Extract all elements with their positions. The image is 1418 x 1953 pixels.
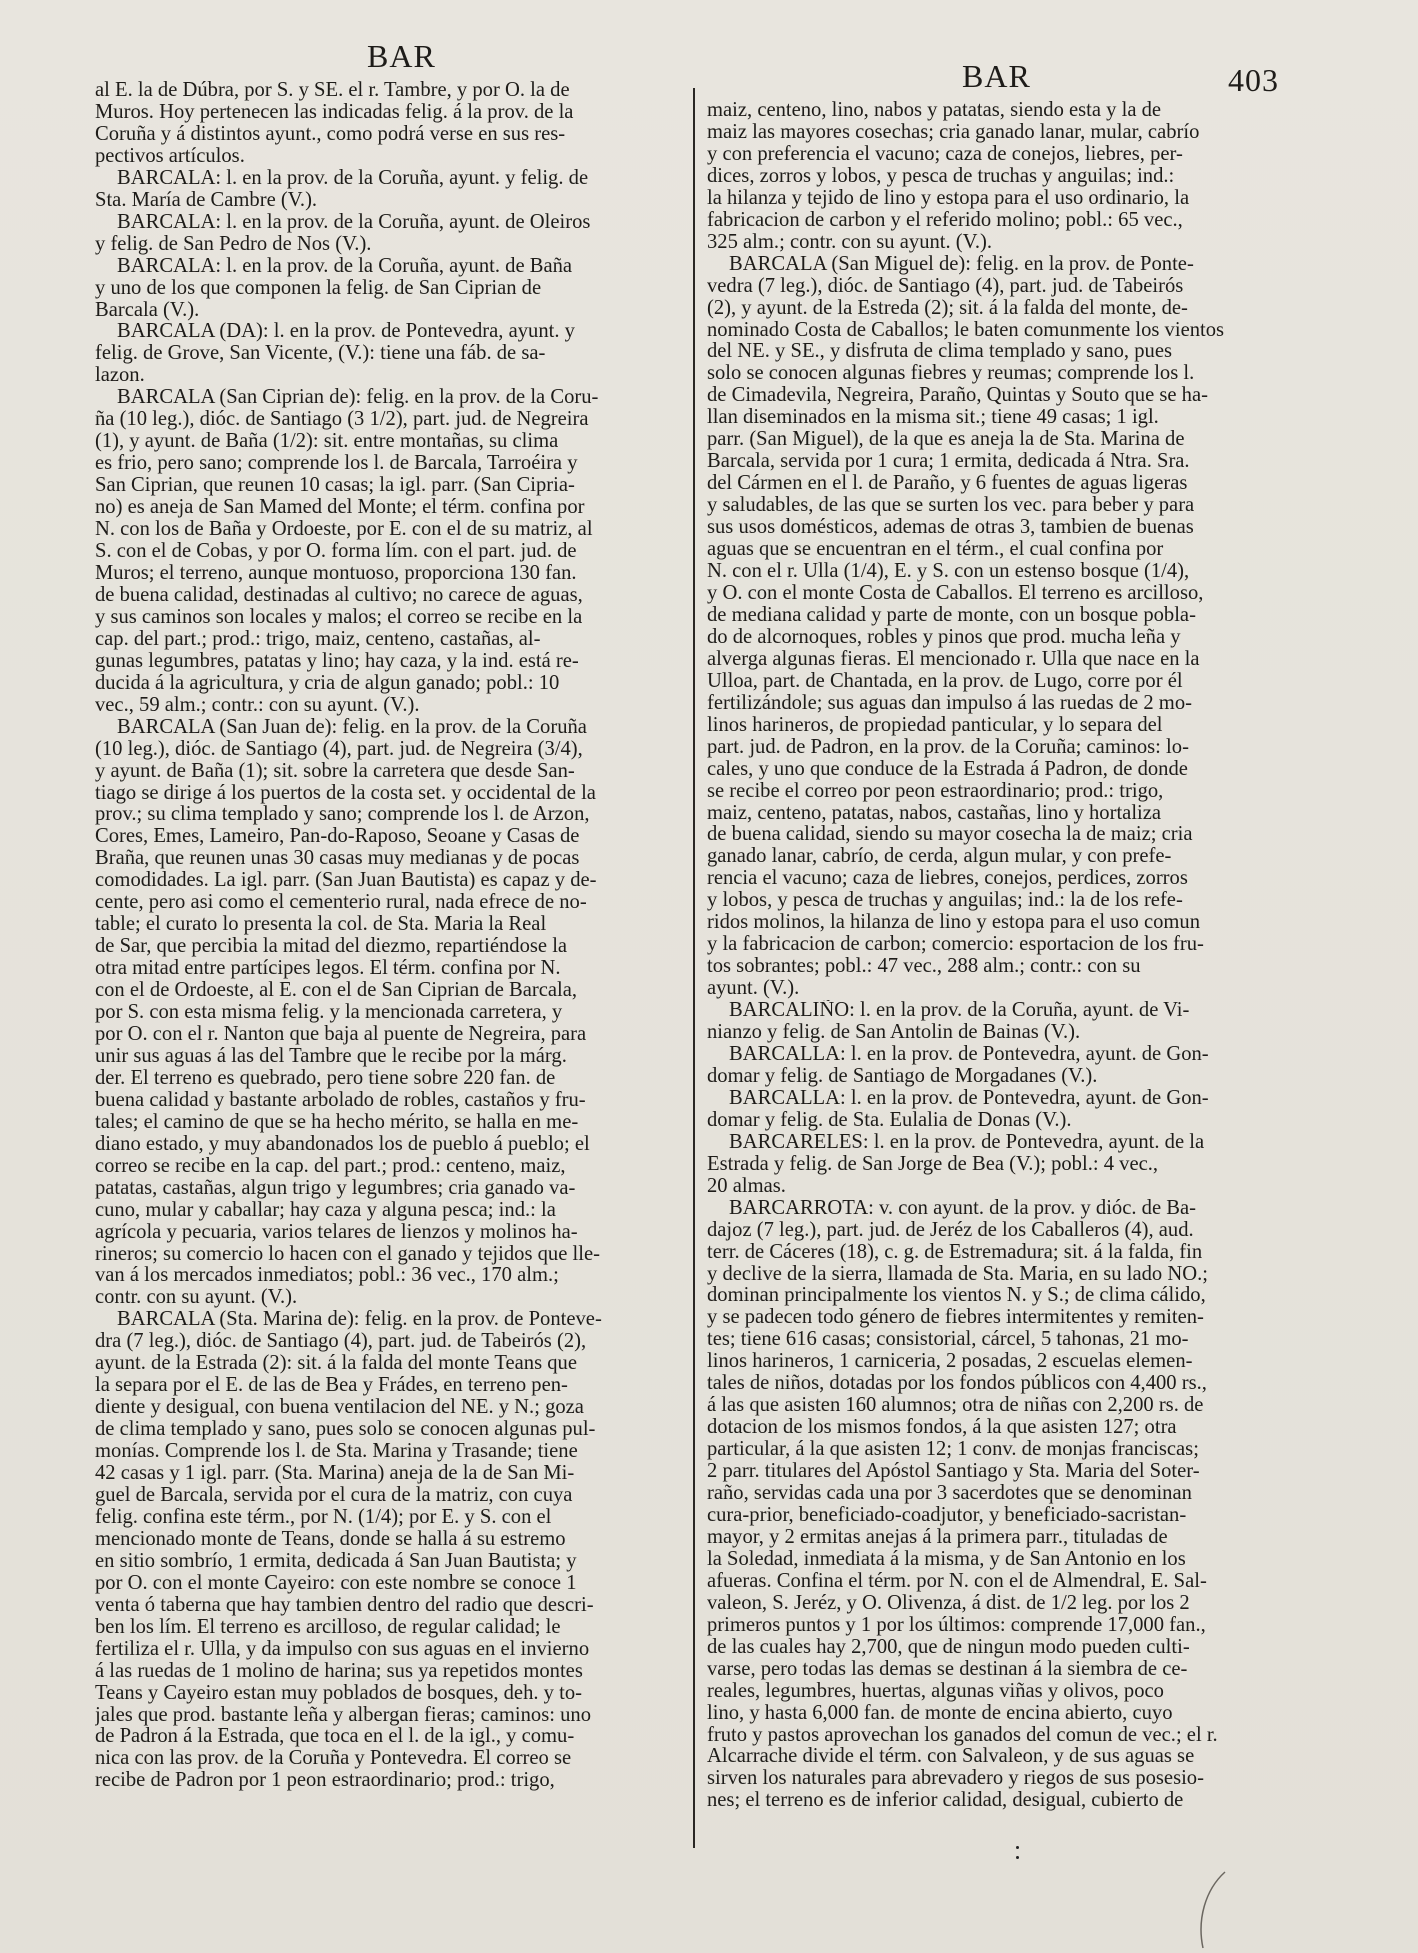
right-column [707, 100, 1274, 1812]
text-line: de buena calidad, destinadas al cultivo; no carece de aguas, [95, 584, 583, 606]
text-line: primeros puntos y 1 por los últimos: comprende 17,000 fan., [707, 1614, 1206, 1636]
text-line: maiz, centeno, patatas, nabos, castañas, lino y hortaliza [707, 802, 1162, 824]
text-line: y ayunt. de Baña (1); sit. sobre la carretera que desde San- [95, 760, 575, 782]
text-line: Barcala, servida por 1 cura; 1 ermita, dedicada á Ntra. Sra. [707, 451, 1190, 473]
text-line: Cores, Emes, Lameiro, Pan-do-Raposo, Seoane y Casas de [95, 826, 580, 848]
text-line: y felig. de San Pedro de Nos (V.). [95, 233, 372, 255]
text-line: BARCARELES: l. en la prov. de Pontevedra, ayunt. de la [729, 1131, 1205, 1153]
text-line: felig. confina este térm., por N. (1/4); por E. y S. con el [95, 1506, 552, 1528]
text-line: Barcala (V.). [95, 299, 200, 321]
text-line: valeon, S. Jeréz, y O. Olivenza, á dist. de 1/2 leg. por los 2 [707, 1592, 1190, 1614]
right-running-head: BAR [962, 58, 1031, 94]
text-line: 325 alm.; contr. con su ayunt. (V.). [707, 231, 993, 253]
text-line: monías. Comprende los l. de Sta. Marina y Trasande; tiene [95, 1441, 578, 1463]
text-line: la hilanza y tejido de lino y estopa para el uso ordinario, la [707, 187, 1190, 209]
text-line: y saludables, de las que se surten los vec. para beber y para [707, 495, 1195, 517]
ink-mark [1016, 1846, 1019, 1849]
text-line: Coruña y á distintos ayunt., como podrá verse en sus res- [95, 123, 566, 145]
text-line: de buena calidad, siendo su mayor cosecha la de maiz; cria [707, 824, 1193, 846]
text-line: (10 leg.), dióc. de Santiago (4), part. jud. de Negreira (3/4), [95, 738, 583, 760]
text-line: no) es aneja de San Mamed del Monte; el térm. confina por [95, 497, 585, 519]
text-line: mayor, y 2 ermitas anejas á la primera parr., tituladas de [707, 1526, 1168, 1548]
text-line: 20 almas. [707, 1175, 786, 1197]
text-line: y lobos, y pesca de truchas y anguilas; ind.: la de los refe- [707, 890, 1183, 912]
text-line: maiz las mayores cosechas; cria ganado lanar, mular, cabrío [707, 121, 1200, 143]
text-line: BARCALA (San Miguel de): felig. en la prov. de Ponte- [729, 253, 1194, 275]
text-line: nianzo y felig. de San Antolin de Bainas (V.). [707, 1022, 1081, 1044]
text-line: fertiliza el r. Ulla, y da impulso con sus aguas en el invierno [95, 1638, 590, 1660]
text-line: maiz, centeno, lino, nabos y patatas, siendo esta y la de [707, 100, 1162, 121]
text-line: Muros; el terreno, aunque montuoso, proporciona 130 fan. [95, 562, 577, 584]
text-line: contr. con su ayunt. (V.). [95, 1287, 298, 1309]
text-line: felig. de Grove, San Vicente, (V.): tiene una fáb. de sa- [95, 343, 546, 365]
text-line: recibe de Padron por 1 peon estraordinario; prod.: trigo, [95, 1770, 555, 1792]
text-line: particular, á la que asisten 12; 1 conv. de monjas franciscas; [707, 1439, 1199, 1461]
text-line: jales que prod. bastante leña y albergan fieras; caminos: uno [95, 1704, 591, 1726]
ink-mark [1016, 1856, 1019, 1859]
column-rule [693, 88, 695, 1848]
text-line: es frio, pero sano; comprende los l. de Barcala, Tarroéira y [95, 453, 578, 475]
text-line: de clima templado y sano, pues solo se conocen algunas pul- [95, 1419, 596, 1441]
text-line: tes; tiene 616 casas; consistorial, cárcel, 5 tahonas, 21 mo- [707, 1329, 1189, 1351]
text-line: Alcarrache divide el térm. con Salvaleon, y de sus aguas se [707, 1746, 1195, 1768]
page-number: 403 [1228, 62, 1279, 98]
text-line: BARCALA: l. en la prov. de la Coruña, ayunt. de Baña [117, 255, 573, 277]
text-line: BARCALA: l. en la prov. de la Coruña, ayunt. de Oleiros [117, 211, 591, 233]
text-line: dominan principalmente los vientos N. y S.; de clima cálido, [707, 1285, 1206, 1307]
text-line: linos harineros, 1 carniceria, 2 posadas, 2 escuelas elemen- [707, 1351, 1193, 1373]
text-line: por S. con esta misma felig. y la mencionada carretera, y [95, 1002, 563, 1024]
text-line: sirven los naturales para abrevadero y riegos de sus posesio- [707, 1768, 1204, 1790]
text-line: 42 casas y 1 igl. parr. (Sta. Marina) aneja de la de San Mi- [95, 1463, 575, 1485]
text-line: vedra (7 leg.), dióc. de Santiago (4), part. jud. de Tabeirós [707, 275, 1184, 297]
text-line: BARCALA (San Juan de): felig. en la prov. de la Coruña [117, 716, 587, 738]
text-line: tales de niños, dotadas por los fondos públicos con 4,400 rs., [707, 1373, 1207, 1395]
text-line: van á los mercados inmediatos; pobl.: 36 vec., 170 alm.; [95, 1265, 559, 1287]
text-line: de Sar, que percibia la mitad del diezmo, repartiéndose la [95, 936, 568, 958]
text-line: la separa por el E. de las de Bea y Frádes, en terreno pen- [95, 1375, 568, 1397]
text-line: solo se conocen algunas fiebres y reumas; comprende los l. [707, 363, 1195, 385]
text-line: rencia el vacuno; caza de liebres, conejos, perdices, zorros [707, 868, 1188, 890]
text-line: N. con el r. Ulla (1/4), E. y S. con un estenso bosque (1/4), [707, 561, 1190, 583]
text-line: domar y felig. de Santiago de Morgadanes (V.). [707, 1065, 1098, 1087]
text-line: en sitio sombrío, 1 ermita, dedicada á San Juan Bautista; y [95, 1550, 577, 1572]
text-line: ayunt. (V.). [707, 978, 800, 1000]
text-line: y se padecen todo género de fiebres intermitentes y remiten- [707, 1307, 1204, 1329]
text-line: lino, y hasta 6,000 fan. de monte de encina abierto, cuyo [707, 1702, 1173, 1724]
text-line: cap. del part.; prod.: trigo, maiz, centeno, castañas, al- [95, 628, 541, 650]
text-line: tos sobrantes; pobl.: 47 vec., 288 alm.; contr.: con su [707, 956, 1141, 978]
pencil-stroke [1195, 1870, 1235, 1950]
text-line: ben los lím. El terreno es arcilloso, de regular calidad; le [95, 1616, 561, 1638]
text-line: afueras. Confina el térm. por N. con el de Almendral, E. Sal- [707, 1570, 1207, 1592]
text-line: de las cuales hay 2,700, que de ningun modo pueden culti- [707, 1636, 1190, 1658]
text-line: ganado lanar, cabrío, de cerda, algun mular, y con prefe- [707, 846, 1172, 868]
text-line: linos harineros, de propiedad panticular, y lo separa del [707, 714, 1163, 736]
text-line: domar y felig. de Sta. Eulalia de Donas (V.). [707, 1109, 1072, 1131]
text-line: de Cimadevila, Negreira, Paraño, Quintas y Souto que se ha- [707, 385, 1208, 407]
text-line: BARCALA (San Ciprian de): felig. en la prov. de la Coru- [117, 387, 599, 409]
text-line: rineros; su comercio lo hacen con el ganado y tejidos que lle- [95, 1243, 600, 1265]
text-line: aguas que se encuentran en el térm., el cual confina por [707, 539, 1164, 561]
text-line: San Ciprian, que reunen 10 casas; la igl. parr. (San Cipria- [95, 475, 575, 497]
text-line: ayunt. de la Estrada (2): sit. á la falda del monte Teans que [95, 1353, 577, 1375]
text-line: raño, servidas cada una por 3 sacerdotes que se denominan [707, 1483, 1192, 1505]
text-line: terr. de Cáceres (18), c. g. de Estremadura; sit. á la falda, fin [707, 1241, 1203, 1263]
text-line: parr. (San Miguel), de la que es aneja la de Sta. Marina de [707, 429, 1185, 451]
text-line: del NE. y SE., y disfruta de clima templado y sano, pues [707, 341, 1172, 363]
text-line: do de alcornoques, robles y pinos que prod. mucha leña y [707, 626, 1181, 648]
text-line: diano estado, y muy abandonados los de pueblo á pueblo; el [95, 1133, 590, 1155]
text-line: sus usos domésticos, ademas de otras 3, tambien de buenas [707, 517, 1194, 539]
text-line: pectivos artículos. [95, 145, 245, 167]
text-line: (1), y ayunt. de Baña (1/2): sit. entre montañas, su clima [95, 431, 559, 453]
text-line: N. con los de Baña y Ordoeste, por E. con el de su matriz, al [95, 519, 593, 541]
text-line: del Cármen en el l. de Paraño, y 6 fuentes de aguas ligeras [707, 473, 1188, 495]
text-line: al E. la de Dúbra, por S. y SE. el r. Tambre, y por O. la de [95, 80, 570, 101]
text-line: reales, legumbres, huertas, algunas viñas y olivos, poco [707, 1680, 1164, 1702]
text-line: BARCARROTA: v. con ayunt. de la prov. y dióc. de Ba- [729, 1197, 1196, 1219]
text-line: Estrada y felig. de San Jorge de Bea (V.); pobl.: 4 vec., [707, 1153, 1159, 1175]
text-line: fertilizándole; sus aguas dan impulso á las ruedas de 2 mo- [707, 692, 1192, 714]
text-line: 2 parr. titulares del Apóstol Santiago y Sta. Maria del Soter- [707, 1461, 1200, 1483]
text-line: varse, pero todas las demas se destinan á la siembra de ce- [707, 1658, 1188, 1680]
text-line: la Soledad, inmediata á la misma, y de San Antonio en los [707, 1548, 1186, 1570]
text-line: ridos molinos, la hilanza de lino y estopa para el uso comun [707, 912, 1200, 934]
text-line: comodidades. La igl. parr. (San Juan Bautista) es capaz y de- [95, 870, 597, 892]
left-column [95, 80, 685, 1792]
text-line: dices, zorros y lobos, y pesca de truchas y anguilas; ind.: [707, 165, 1175, 187]
text-line: S. con el de Cobas, y por O. forma lím. con el part. jud. de [95, 541, 577, 563]
text-line: de mediana calidad y parte de monte, con un bosque pobla- [707, 604, 1196, 626]
text-line: por O. con el r. Nanton que baja al puente de Negreira, para [95, 1023, 587, 1045]
text-line: BARCALLA: l. en la prov. de Pontevedra, ayunt. de Gon- [729, 1043, 1209, 1065]
text-line: tiago se dirige á los puertos de la costa set. y occidental de la [95, 782, 596, 804]
text-line: Teans y Cayeiro estan muy poblados de bosques, deh. y to- [95, 1682, 582, 1704]
text-line: ducida á la agricultura, y cria de algun ganado; pobl.: 10 [95, 672, 560, 694]
text-line: cura-prior, beneficiado-coadjutor, y beneficiado-sacristan- [707, 1505, 1187, 1526]
text-line: der. El terreno es quebrado, pero tiene sobre 220 fan. de [95, 1067, 556, 1089]
text-line: table; el curato lo presenta la col. de Sta. Maria la Real [95, 914, 547, 936]
text-line: gunas legumbres, patatas y lino; hay caza, y la ind. está re- [95, 650, 579, 672]
text-line: BARCALA: l. en la prov. de la Coruña, ayunt. y felig. de [117, 167, 589, 189]
text-line: dra (7 leg.), dióc. de Santiago (4), part. jud. de Tabeirós (2), [95, 1331, 587, 1353]
text-line: de Padron á la Estrada, que toca en el l. de la igl., y comu- [95, 1726, 575, 1748]
text-line: buena calidad y bastante arbolado de robles, castaños y fru- [95, 1089, 586, 1111]
text-line: vec., 59 alm.; contr.: con su ayunt. (V.). [95, 694, 420, 716]
text-line: ña (10 leg.), dióc. de Santiago (3 1/2), part. jud. de Negreira [95, 409, 589, 431]
text-line: venta ó taberna que hay tambien dentro del radio que descri- [95, 1594, 594, 1616]
text-line: á las que asisten 160 alumnos; otra de niñas con 2,200 rs. de [707, 1395, 1204, 1417]
text-line: Sta. María de Cambre (V.). [95, 189, 318, 211]
text-line: Muros. Hoy pertenecen las indicadas felig. á la prov. de la [95, 101, 574, 123]
text-line: (2), y ayunt. de la Estreda (2); sit. á la falda del monte, de- [707, 297, 1188, 319]
text-line: guel de Barcala, servida por el cura de la matriz, con cuya [95, 1485, 573, 1506]
text-line: BARCALLA: l. en la prov. de Pontevedra, ayunt. de Gon- [729, 1087, 1209, 1109]
text-line: Braña, que reunen unas 30 casas muy medianas y de pocas [95, 848, 580, 870]
text-line: dotacion de los mismos fondos, á la que asisten 127; otra [707, 1417, 1177, 1439]
text-line: prov.; su clima templado y sano; comprende los l. de Arzon, [95, 804, 590, 826]
text-line: part. jud. de Padron, en la prov. de la Coruña; caminos: lo- [707, 736, 1189, 758]
text-line: diente y desigual, con buena ventilacion del NE. y N.; goza [95, 1397, 584, 1419]
text-line: llan diseminados en la misma sit.; tiene 49 casas; 1 igl. [707, 407, 1159, 429]
text-line: nes; el terreno es de inferior calidad, desigual, cubierto de [707, 1790, 1184, 1812]
text-line: correo se recibe en la cap. del part.; prod.: centeno, maiz, [95, 1155, 566, 1177]
text-line: dajoz (7 leg.), part. jud. de Jeréz de los Caballeros (4), aud. [707, 1219, 1194, 1241]
text-line: unir sus aguas á las del Tambre que le recibe por la márg. [95, 1045, 567, 1067]
text-line: cente, pero asi como el cementerio rural, nada efrece de no- [95, 892, 587, 914]
text-line: BARCALA (Sta. Marina de): felig. en la prov. de Ponteve- [117, 1309, 602, 1331]
text-line: fabricacion de carbon y el referido molino; pobl.: 65 vec., [707, 209, 1183, 231]
text-line: cales, y uno que conduce de la Estrada á Padron, de donde [707, 758, 1188, 780]
text-line: lazon. [95, 365, 145, 387]
text-line: nominado Costa de Caballos; le baten comunmente los vientos [707, 319, 1225, 341]
text-line: por O. con el monte Cayeiro: con este nombre se conoce 1 [95, 1572, 577, 1594]
text-line: y sus caminos son locales y malos; el correo se recibe en la [95, 606, 583, 628]
text-line: fruto y pastos aprovechan los ganados del comun de vec.; el r. [707, 1724, 1218, 1746]
text-line: con el de Ordoeste, al E. con el de San Ciprian de Barcala, [95, 980, 578, 1002]
text-line: agrícola y pecuaria, varios telares de lienzos y molinos ha- [95, 1221, 578, 1243]
text-line: BARCALIÑO: l. en la prov. de la Coruña, ayunt. de Vi- [729, 1000, 1190, 1022]
text-line: y O. con el monte Costa de Caballos. El terreno es arcilloso, [707, 582, 1204, 604]
text-line: nica con las prov. de la Coruña y Pontevedra. El correo se [95, 1748, 572, 1770]
text-line: á las ruedas de 1 molino de harina; sus ya repetidos montes [95, 1660, 583, 1682]
left-running-head: BAR [367, 38, 436, 74]
text-line: patatas, castañas, algun trigo y legumbres; cria ganado va- [95, 1177, 576, 1199]
text-line: BARCALA (DA): l. en la prov. de Pontevedra, ayunt. y [117, 321, 575, 343]
text-line: mencionado monte de Teans, donde se halla á su estremo [95, 1528, 566, 1550]
text-line: tales; el camino de que se ha hecho mérito, se halla en me- [95, 1111, 579, 1133]
text-line: Ulloa, part. de Chantada, en la prov. de Lugo, corre por él [707, 670, 1183, 692]
text-line: y declive de la sierra, llamada de Sta. Maria, en su lado NO.; [707, 1263, 1208, 1285]
text-line: se recibe el correo por peon estraordinario; prod.: trigo, [707, 780, 1164, 802]
text-line: cuno, mular y caballar; hay caza y alguna pesca; ind.: la [95, 1199, 556, 1221]
text-line: y la fabricacion de carbon; comercio: esportacion de los fru- [707, 934, 1204, 956]
text-line: otra mitad entre partícipes legos. El térm. confina por N. [95, 958, 561, 980]
text-line: alverga algunas fieras. El mencionado r. Ulla que nace en la [707, 648, 1200, 670]
text-line: y uno de los que componen la felig. de San Ciprian de [95, 277, 542, 299]
text-line: y con preferencia el vacuno; caza de conejos, liebres, per- [707, 143, 1183, 165]
